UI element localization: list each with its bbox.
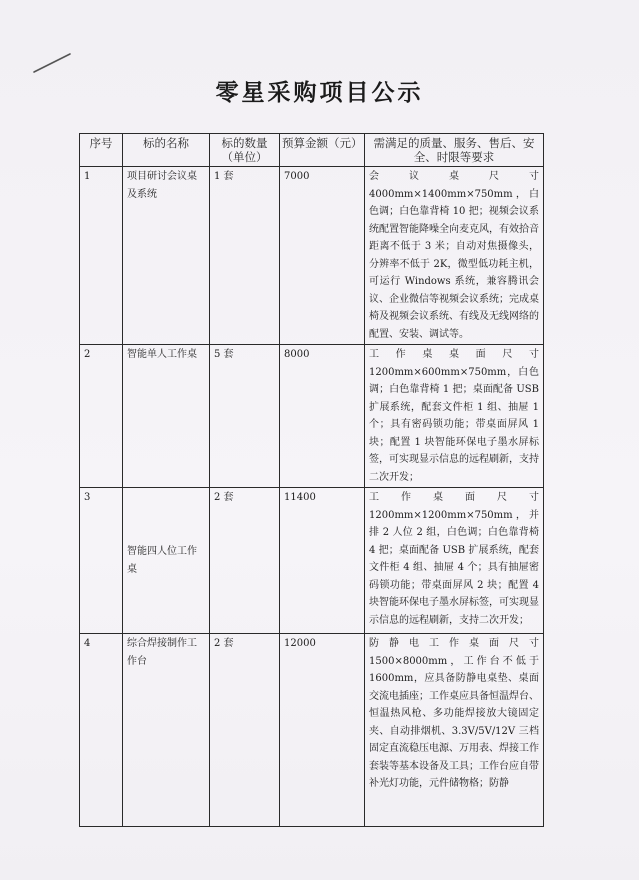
table-row [80, 345, 544, 488]
cell-budget: 12000 [280, 634, 365, 827]
header-no: 序号 [80, 134, 123, 167]
header-budget: 预算金额（元） [280, 134, 365, 167]
cell-no: 2 [80, 345, 123, 488]
cell-qty: 1 套 [210, 167, 280, 345]
cell-requirements: 工作桌桌面尺寸 1200mm×600mm×750mm，白色调；白色靠背椅 1 把；桌面配备 USB 扩展系统，配套文件柜 1 组、抽屉 1 个；具有密码锁功能；带桌面屏风 1 块；配置 1 块智能环保电子墨水屏标签，可实现显示信息的远程刷新，支持二次开发； [365, 345, 544, 488]
cell-no: 4 [80, 634, 123, 827]
table-row [80, 167, 544, 345]
cell-no: 1 [80, 167, 123, 345]
page-title: 零星采购项目公示 [215, 80, 424, 106]
cell-no: 3 [80, 488, 123, 634]
cell-requirements: 会议桌尺寸 4000mm×1400mm×750mm，白色调；白色靠背椅 10 把；视频会议系统配置智能降噪全向麦克风，有效拾音距离不低于 3 米；自动对焦摄像头，分辨率不低于 2K，微型低功耗主机，可运行 Windows 系统，兼容腾讯会议、企业微信等视频会议系统；完成桌椅及视频会议系统、有线及无线网络的配置、安装、调试等。 [365, 167, 544, 345]
cell-budget: 8000 [280, 345, 365, 488]
cell-budget: 11400 [280, 488, 365, 634]
table-row [80, 488, 544, 634]
cell-name: 智能单人工作桌 [123, 345, 210, 488]
cell-requirements: 工作桌面尺寸 1200mm×1200mm×750mm，并排 2 人位 2 组，白色调；白色靠背椅 4 把；桌面配备 USB 扩展系统，配套文件柜 4 组、抽屉 4 个；具有抽屉密码锁功能；带桌面屏风 2 块；配置 4 块智能环保电子墨水屏标签，可实现显示信息的远程刷新，支持二次开发； [365, 488, 544, 634]
cell-name: 综合焊接制作工作台 [123, 634, 210, 827]
header-name: 标的名称 [123, 134, 210, 167]
cell-qty: 5 套 [210, 345, 280, 488]
cell-name: 智能四人位工作桌 [123, 488, 210, 634]
cell-budget: 7000 [280, 167, 365, 345]
pen-stroke-mark [32, 52, 72, 74]
table-header-row [80, 134, 544, 167]
cell-qty: 2 套 [210, 488, 280, 634]
cell-qty: 2 套 [210, 634, 280, 827]
cell-name: 项目研讨会议桌及系统 [123, 167, 210, 345]
table-row [80, 634, 544, 827]
cell-requirements: 防静电工作桌面尺寸 1500×8000mm，工作台不低于 1600mm，应具备防静电桌垫、桌面交流电插座；工作桌应具备恒温焊台、恒温热风枪、多功能焊接放大镜固定夹、自动排烟机、3.3V/5V/12V 三档固定直流稳压电源、万用表、焊接工作套装等基本设备及工具；工作台应自带补光灯功能，元件储物格；防静 [365, 634, 544, 827]
procurement-table [79, 133, 544, 827]
header-qty: 标的数量（单位） [210, 134, 280, 167]
header-requirements: 需满足的质量、服务、售后、安全、时限等要求 [365, 134, 544, 167]
